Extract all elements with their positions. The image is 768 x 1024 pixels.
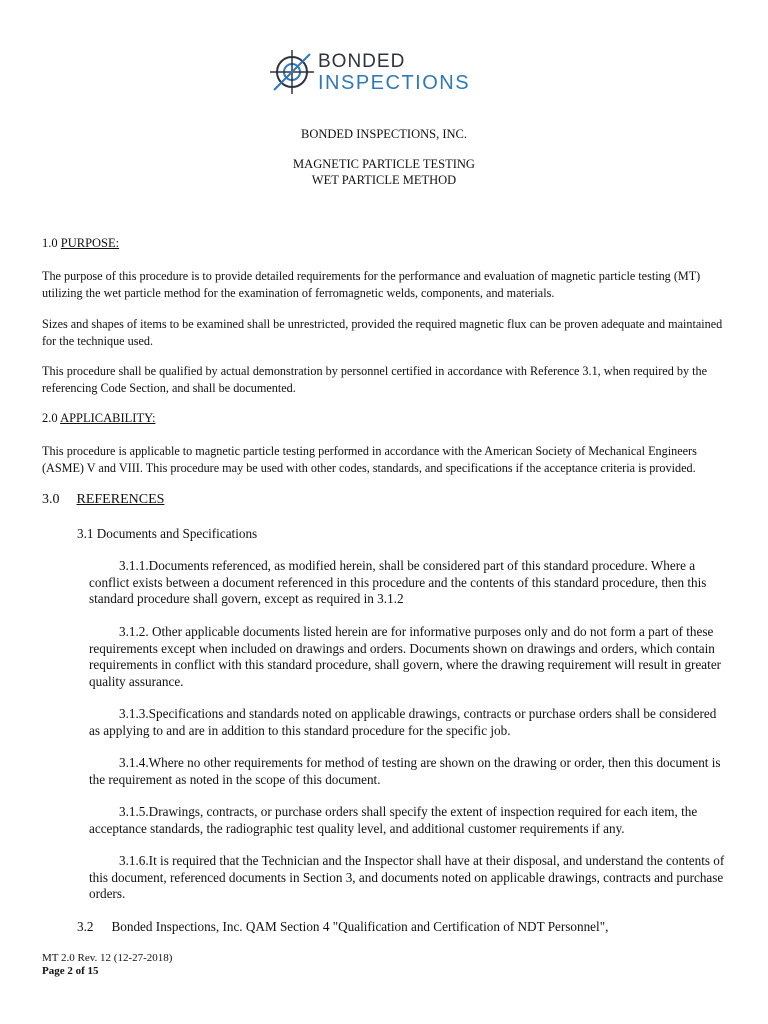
item-number: 3.1.5. [119,804,149,819]
doc-title-line2: WET PARTICLE METHOD [311,173,457,187]
page-of: of [72,965,88,977]
doc-title-line1: MAGNETIC PARTICLE TESTING [293,157,475,171]
footer-page-number [42,965,99,978]
item-number: 3.1.6. [119,853,149,868]
page-label: Page [42,965,68,977]
page-current: 2 [67,965,73,977]
company-name: BONDED INSPECTIONS, INC. [301,127,467,141]
logo-text-bonded: BONDED [318,51,406,72]
section-1-number: 1.0 [42,236,61,250]
applicability-paragraph: This procedure is applicable to magnetic particle testing performed in accordance with the American Society of Mechanical Engineers (ASME) V and VIII. This procedure may be used with other codes, standards, and specifications if the acceptance criteria is provided. [42,444,697,475]
section-3-heading [42,492,164,508]
purpose-paragraph-2: Sizes and shapes of items to be examined shall be unrestricted, provided the required magnetic flux can be proven adequate and maintained for the technique used. [42,317,723,348]
reference-item-3-1-6 [89,853,729,903]
item-number: 3.1.2. [119,624,149,639]
item-text: Other applicable documents listed herein are for informative purposes only and do not form a part of these requirements except when included on drawings and orders. Documents shown on drawings and orders, which contain requirements in conflict with this standard procedure, shall govern, where the drawing requirement will result in greater quality assurance. [89,624,722,689]
section-1-heading [42,236,119,251]
subsection-3-2-text: Bonded Inspections, Inc. QAM Section 4 "Qualification and Certification of NDT Personnel", [111,919,609,934]
section-3-number: 3.0 [42,492,60,507]
section-3-title: REFERENCES [76,492,165,507]
purpose-paragraph-1: The purpose of this procedure is to provide detailed requirements for the performance and evaluation of magnetic particle testing (MT) utilizing the wet particle method for the examination of ferromagnetic welds, components, and materials. [42,269,701,300]
item-number: 3.1.4. [119,755,149,770]
section-2-heading [42,411,155,426]
reference-item-3-1-5 [89,804,729,837]
page-total: 15 [87,965,99,977]
item-number: 3.1.1. [119,558,149,573]
section-1-title: PURPOSE: [60,236,120,250]
item-text: Documents referenced, as modified herein, shall be considered part of this standard procedure. Where a conflict exists between a document referenced in this procedure and the contents of this standard procedure, then this standard procedure shall govern, except as required in 3.1.2 [89,558,707,606]
item-text: Where no other requirements for method of testing are shown on the drawing or order, then this document is the requirement as noted in the scope of this document. [89,755,721,787]
purpose-paragraph-3: This procedure shall be qualified by actual demonstration by personnel certified in accordance with Reference 3.1, when required by the referencing Code Section, and shall be documented. [42,364,707,395]
subsection-3-2 [77,919,608,935]
item-number: 3.1.3. [119,706,149,721]
reference-item-3-1-4 [89,755,729,788]
item-text: It is required that the Technician and the Inspector shall have at their disposal, and understand the contents of this document, referenced documents in Section 3, and documents noted on applicable drawings, contracts and purchase orders. [89,853,725,901]
company-logo [266,46,506,98]
section-2-number: 2.0 [42,411,61,425]
section-2-title: APPLICABILITY: [60,411,156,425]
footer-revision: MT 2.0 Rev. 12 (12-27-2018) [42,952,173,964]
reference-item-3-1-2 [89,624,729,690]
subsection-3-2-number: 3.2 [77,919,94,934]
subsection-3-1-heading: 3.1 Documents and Specifications [77,526,258,541]
item-text: Drawings, contracts, or purchase orders shall specify the extent of inspection required for each item, the acceptance standards, the radiographic test quality level, and additional customer requirements if any. [89,804,698,836]
reference-item-3-1-1 [89,558,729,608]
logo-text-inspections: INSPECTIONS [318,72,471,94]
item-text: Specifications and standards noted on applicable drawings, contracts or purchase orders shall be considered as applying to and are in addition to this standard procedure for the specific job. [89,706,717,738]
logo-crosshair-icon [266,46,318,98]
reference-item-3-1-3 [89,706,729,739]
